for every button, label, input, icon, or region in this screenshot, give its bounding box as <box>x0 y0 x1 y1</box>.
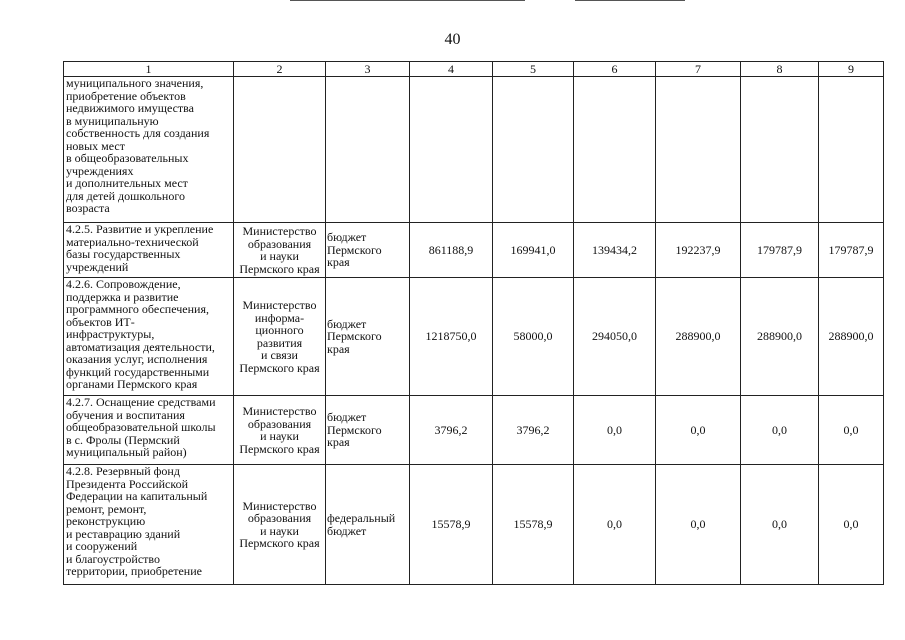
row-4-2-6-value-col-5: 58000,0 <box>493 278 574 396</box>
column-header-2: 2 <box>234 62 326 77</box>
row-4-2-8-value-col-6: 0,0 <box>574 465 656 585</box>
name-cell-line: автоматизация деятельности, <box>66 339 215 354</box>
budget-table <box>63 61 884 585</box>
source-cell-line: Пермского <box>327 422 382 437</box>
name-cell-line: и реставрацию зданий <box>66 526 181 541</box>
row-4-2-7-source-cell <box>326 396 410 465</box>
table-row-4-2-8 <box>64 465 884 585</box>
source-cell-line: края <box>327 255 350 270</box>
row-4-2-7-value-col-4: 3796,2 <box>410 396 493 465</box>
name-cell-line: Президента Российской <box>66 476 189 491</box>
name-cell-line: муниципального значения, <box>66 76 204 90</box>
column-header-3: 3 <box>326 62 410 77</box>
executor-cell-line: Пермского края <box>239 536 320 550</box>
column-header-8: 8 <box>741 62 819 77</box>
row-4-2-8-source-cell <box>326 465 410 585</box>
row-4-2-5-value-col-7: 192237,9 <box>656 223 741 278</box>
table-row-4-2-6 <box>64 278 884 396</box>
row-4-2-8-value-col-7: 0,0 <box>656 465 741 585</box>
name-cell-line: в муниципальную <box>66 113 159 128</box>
row-4-2-8-name-cell <box>64 465 234 585</box>
table-row-4-2-7 <box>64 396 884 465</box>
source-cell-line: бюджет <box>327 410 367 425</box>
name-cell-line: материально-технической <box>66 234 199 249</box>
name-cell-line: ремонт, ремонт, <box>66 501 147 516</box>
row-4-2-6-executor-cell <box>234 278 326 396</box>
name-cell-line: 4.2.7. Оснащение средствами <box>66 395 216 409</box>
scan-edge-line-left <box>290 0 525 1</box>
row-4-2-7-value-col-5: 3796,2 <box>493 396 574 465</box>
source-cell-line: Пермского <box>327 329 382 344</box>
executor-cell-line: информа- <box>254 310 305 325</box>
row-4-2-5-value-col-4: 861188,9 <box>410 223 493 278</box>
executor-cell-line: образования <box>247 416 312 431</box>
executor-cell-line: и науки <box>260 523 299 538</box>
name-cell-line: собственность для создания <box>66 126 210 140</box>
row-cont-value-col-4 <box>410 77 493 223</box>
executor-cell-line: и науки <box>260 249 299 263</box>
table-row-4-2-5 <box>64 223 884 278</box>
name-cell-line: территории, приобретение <box>66 564 202 578</box>
row-4-2-8-value-col-4: 15578,9 <box>410 465 493 585</box>
name-cell-line: приобретение объектов <box>66 88 186 103</box>
executor-cell-line: Пермского края <box>239 261 320 276</box>
name-cell-line: 4.2.5. Развитие и укрепление <box>66 222 214 236</box>
name-cell-line: возраста <box>66 201 110 215</box>
page-number: 40 <box>444 31 461 48</box>
row-cont-value-col-7 <box>656 77 741 223</box>
executor-cell-line: развития <box>256 335 303 350</box>
name-cell-line: для детей дошкольного <box>66 188 185 203</box>
row-4-2-7-executor-cell <box>234 396 326 465</box>
name-cell-line: учреждений <box>66 259 129 274</box>
name-cell-line: оказания услуг, исполнения <box>66 352 208 366</box>
name-cell-line: муниципальный район) <box>66 445 187 459</box>
table-row-cont <box>64 77 884 223</box>
row-4-2-7-value-col-6: 0,0 <box>574 396 656 465</box>
name-cell-line: в общеобразовательных <box>66 151 189 165</box>
row-4-2-8-value-col-8: 0,0 <box>741 465 819 585</box>
scan-edge-line-right <box>575 0 685 1</box>
row-4-2-6-value-col-9: 288900,0 <box>819 278 884 396</box>
executor-cell-line: и науки <box>260 429 299 443</box>
executor-cell-line: образования <box>247 511 312 525</box>
name-cell-line: и сооружений <box>66 539 138 553</box>
row-4-2-5-value-col-6: 139434,2 <box>574 223 656 278</box>
executor-cell-line: Министерство <box>242 224 317 238</box>
row-4-2-7-value-col-8: 0,0 <box>741 396 819 465</box>
row-4-2-8-value-col-5: 15578,9 <box>493 465 574 585</box>
name-cell-line: обучения и воспитания <box>66 407 185 422</box>
name-cell-line: недвижимого имущества <box>66 101 194 115</box>
table-body <box>64 62 884 585</box>
name-cell-line: базы государственных <box>66 247 181 261</box>
column-header-1: 1 <box>64 62 234 77</box>
name-cell-line: 4.2.8. Резервный фонд <box>66 464 180 478</box>
executor-cell-line: Пермского края <box>239 360 320 375</box>
row-cont-source-cell <box>326 77 410 223</box>
row-cont-value-col-5 <box>493 77 574 223</box>
row-4-2-5-value-col-8: 179787,9 <box>741 223 819 278</box>
row-4-2-5-value-col-5: 169941,0 <box>493 223 574 278</box>
row-4-2-7-name-cell <box>64 396 234 465</box>
name-cell-line: и дополнительных мест <box>66 176 188 190</box>
executor-cell-line: Министерство <box>242 298 317 312</box>
source-cell-line: бюджет <box>327 316 367 331</box>
row-4-2-6-value-col-7: 288900,0 <box>656 278 741 396</box>
row-4-2-6-value-col-8: 288900,0 <box>741 278 819 396</box>
name-cell-line: программного обеспечения, <box>66 302 209 316</box>
row-4-2-5-name-cell <box>64 223 234 278</box>
name-cell-line: инфраструктуры, <box>66 327 155 341</box>
executor-cell-line: образования <box>247 236 312 251</box>
row-cont-value-col-6 <box>574 77 656 223</box>
source-cell-line: бюджет <box>327 523 367 538</box>
row-4-2-6-name-cell <box>64 278 234 396</box>
name-cell-line: функций государственными <box>66 364 210 379</box>
row-cont-value-col-8 <box>741 77 819 223</box>
row-4-2-7-value-col-7: 0,0 <box>656 396 741 465</box>
row-4-2-5-value-col-9: 179787,9 <box>819 223 884 278</box>
row-4-2-6-value-col-4: 1218750,0 <box>410 278 493 396</box>
column-header-6: 6 <box>574 62 656 77</box>
row-cont-value-col-9 <box>819 77 884 223</box>
name-cell-line: реконструкцию <box>66 514 146 528</box>
name-cell-line: новых мест <box>66 138 125 153</box>
executor-cell-line: и связи <box>261 348 298 362</box>
row-4-2-5-source-cell <box>326 223 410 278</box>
name-cell-line: объектов ИТ- <box>66 314 135 329</box>
row-4-2-7-value-col-9: 0,0 <box>819 396 884 465</box>
name-cell-line: поддержка и развитие <box>66 289 179 304</box>
row-4-2-8-value-col-9: 0,0 <box>819 465 884 585</box>
source-cell-line: края <box>327 341 350 356</box>
executor-cell-line: Министерство <box>242 498 317 513</box>
column-header-4: 4 <box>410 62 493 77</box>
row-cont-executor-cell <box>234 77 326 223</box>
name-cell-line: общеобразовательной школы <box>66 420 216 434</box>
row-4-2-6-source-cell <box>326 278 410 396</box>
executor-cell-line: ционного <box>255 323 304 337</box>
name-cell-line: и благоустройство <box>66 551 161 566</box>
row-4-2-6-value-col-6: 294050,0 <box>574 278 656 396</box>
name-cell-line: 4.2.6. Сопровождение, <box>66 277 181 291</box>
column-header-9: 9 <box>819 62 884 77</box>
source-cell-line: федеральный <box>327 511 396 525</box>
row-4-2-5-executor-cell <box>234 223 326 278</box>
row-4-2-8-executor-cell <box>234 465 326 585</box>
row-cont-name-cell <box>64 77 234 223</box>
source-cell-line: бюджет <box>327 230 367 245</box>
column-header-5: 5 <box>493 62 574 77</box>
name-cell-line: учреждениях <box>66 163 134 178</box>
header-row <box>64 62 884 77</box>
source-cell-line: Пермского <box>327 242 382 257</box>
name-cell-line: Федерации на капитальный <box>66 489 208 503</box>
name-cell-line: в с. Фролы (Пермский <box>66 432 180 447</box>
column-header-7: 7 <box>656 62 741 77</box>
executor-cell-line: Министерство <box>242 404 317 418</box>
name-cell-line: органами Пермского края <box>66 377 198 391</box>
executor-cell-line: Пермского края <box>239 441 320 456</box>
source-cell-line: края <box>327 435 350 450</box>
